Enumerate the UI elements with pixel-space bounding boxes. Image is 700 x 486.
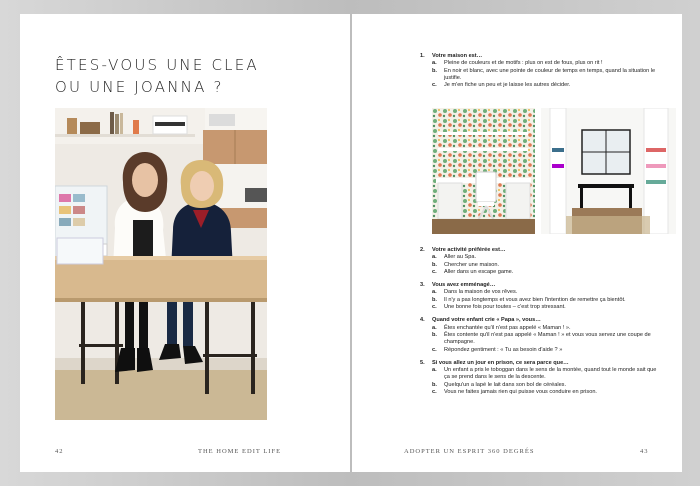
option-text: Êtes enchantée qu'il n'est pas appelé « Maman ! ». bbox=[444, 324, 571, 331]
answer-option bbox=[432, 346, 662, 354]
running-head-right: ADOPTER UN ESPRIT 360 DEGRÉS bbox=[404, 448, 535, 455]
quiz-question bbox=[420, 282, 662, 311]
question-text: Quand votre enfant crie « Papa », vous… bbox=[432, 317, 541, 324]
answer-option bbox=[432, 296, 662, 304]
option-letter: a. bbox=[432, 367, 437, 374]
option-text: Répondez gentiment : « Tu as besoin d'aide ? » bbox=[444, 346, 563, 353]
option-text: En noir et blanc, avec une pointe de couleur de temps en temps, quand la situation le justifie. bbox=[444, 67, 656, 81]
quiz-question bbox=[420, 359, 662, 396]
answer-option bbox=[432, 304, 662, 311]
right-page bbox=[352, 14, 682, 472]
portrait-photo bbox=[55, 108, 267, 420]
answer-option bbox=[432, 289, 662, 296]
option-text: Pleine de couleurs et de motifs : plus on est de fous, plus on rit ! bbox=[444, 60, 603, 67]
option-text: Vous ne faites jamais rien qui puisse vous conduire en prison. bbox=[444, 389, 597, 396]
option-letter: c. bbox=[432, 389, 437, 396]
question-number: 2. bbox=[420, 247, 425, 253]
question-number: 1. bbox=[420, 53, 425, 59]
dining-room-photo bbox=[541, 108, 676, 234]
option-text: Aller au Spa. bbox=[444, 254, 477, 261]
page-number-left: 42 bbox=[55, 448, 64, 455]
question-text: Votre maison est… bbox=[432, 53, 483, 59]
option-letter: b. bbox=[432, 296, 437, 303]
question-text: Si vous allez un jour en prison, ce sera parce que… bbox=[432, 359, 569, 366]
question-number: 3. bbox=[420, 282, 425, 289]
answer-option bbox=[432, 261, 662, 269]
answer-option bbox=[432, 268, 662, 276]
option-text: Un enfant a pris le toboggan dans le sens de la montée, quand tout le monde sait que ça se prend dans le sens de la descente. bbox=[444, 367, 657, 381]
question-text: Votre activité préférée est… bbox=[432, 247, 506, 253]
quiz-top bbox=[420, 53, 662, 89]
running-head-left: THE HOME EDIT LIFE bbox=[198, 448, 282, 455]
quiz-bottom bbox=[420, 247, 662, 396]
page-title bbox=[55, 54, 295, 98]
craft-room-photo bbox=[432, 108, 535, 234]
option-letter: c. bbox=[432, 346, 437, 353]
quiz-question bbox=[420, 317, 662, 353]
option-letter: b. bbox=[432, 67, 437, 74]
option-letter: b. bbox=[432, 331, 437, 338]
quiz-question bbox=[420, 53, 662, 89]
option-text: Quelqu'un a lapé le lait dans son bol de céréales. bbox=[444, 381, 567, 388]
question-number: 4. bbox=[420, 317, 425, 324]
option-text: Il n'y a pas longtemps et vous avez bien l'intention de remettre ça bientôt. bbox=[444, 296, 626, 303]
option-text: Je m'en fiche un peu et je laisse les autres décider. bbox=[444, 82, 571, 89]
answer-option bbox=[432, 82, 662, 89]
option-text: Dans la maison de vos rêves. bbox=[444, 289, 518, 296]
page-number-right: 43 bbox=[640, 448, 649, 455]
option-text: Chercher une maison. bbox=[444, 261, 500, 268]
answer-option bbox=[432, 389, 662, 396]
answer-option bbox=[432, 324, 662, 332]
option-letter: b. bbox=[432, 261, 437, 268]
quiz-question bbox=[420, 247, 662, 276]
option-text: Aller dans un escape game. bbox=[444, 268, 514, 275]
left-page bbox=[20, 14, 350, 472]
title-line-2: OU UNE JOANNA ? bbox=[55, 78, 224, 96]
option-letter: a. bbox=[432, 324, 437, 331]
question-text: Vous avez emménagé… bbox=[432, 282, 496, 289]
answer-option bbox=[432, 331, 662, 347]
option-letter: a. bbox=[432, 60, 437, 67]
option-letter: a. bbox=[432, 289, 437, 296]
option-text: Une bonne fois pour toutes – c'est trop stressant. bbox=[444, 304, 566, 311]
option-letter: c. bbox=[432, 268, 437, 275]
answer-option bbox=[432, 67, 662, 83]
answer-option bbox=[432, 254, 662, 261]
question-number: 5. bbox=[420, 359, 425, 366]
option-letter: c. bbox=[432, 82, 437, 89]
answer-option bbox=[432, 367, 662, 382]
title-line-1: ÊTES-VOUS UNE CLEA bbox=[55, 56, 259, 74]
answer-option bbox=[432, 381, 662, 389]
answer-option bbox=[432, 60, 662, 67]
option-letter: c. bbox=[432, 304, 437, 311]
option-text: Êtes contente qu'il n'est pas appelé « Maman ! » et vous vous servez une coupe de champagne. bbox=[444, 331, 651, 346]
option-letter: a. bbox=[432, 254, 437, 261]
room-photos bbox=[432, 108, 676, 234]
option-letter: b. bbox=[432, 381, 437, 388]
